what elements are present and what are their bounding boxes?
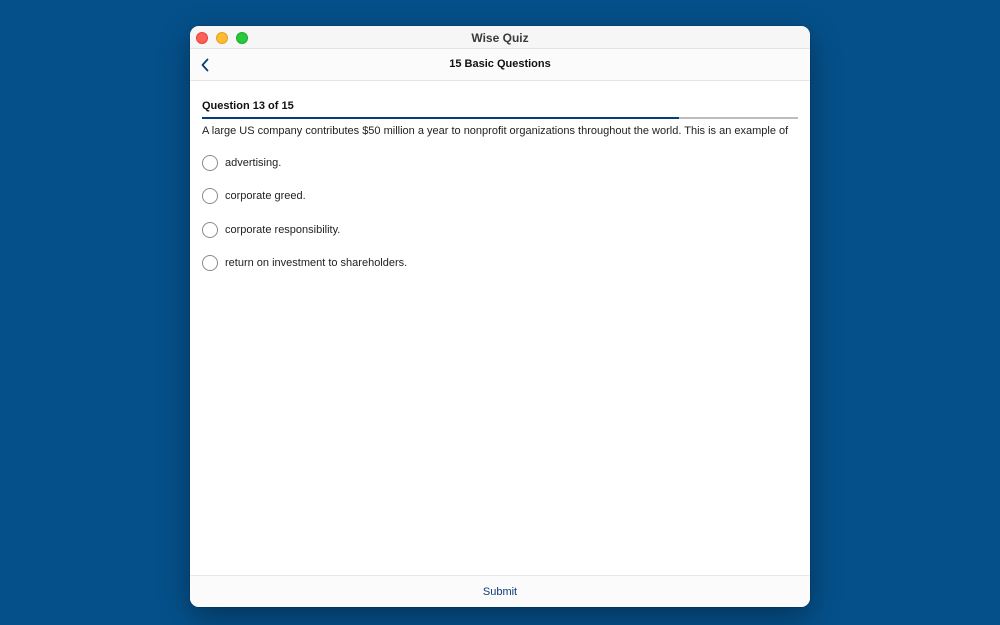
footer-bar xyxy=(190,575,810,607)
radio-button[interactable] xyxy=(202,188,218,204)
radio-button[interactable] xyxy=(202,222,218,238)
answer-option[interactable] xyxy=(202,221,798,239)
answer-option[interactable] xyxy=(202,254,798,272)
submit-button[interactable]: Submit xyxy=(482,585,518,598)
answer-option-label: corporate responsibility. xyxy=(225,223,341,236)
question-counter: Question 13 of 15 xyxy=(202,100,294,112)
navigation-bar xyxy=(190,49,810,81)
answer-option-label: advertising. xyxy=(225,157,282,169)
question-text: A large US company contributes $50 million a year to nonprofit organizations throughout the world. This is an example of xyxy=(202,125,789,137)
answer-options xyxy=(202,154,798,272)
title-bar xyxy=(190,26,810,49)
progress-bar-fill xyxy=(202,117,679,119)
quiz-content xyxy=(190,100,810,272)
answer-option[interactable] xyxy=(202,154,798,172)
answer-option-label: corporate greed. xyxy=(225,190,306,203)
answer-option-label: return on investment to shareholders. xyxy=(225,256,408,269)
progress-bar xyxy=(202,117,798,119)
radio-button[interactable] xyxy=(202,255,218,271)
window-title: Wise Quiz xyxy=(471,31,529,45)
app-window xyxy=(190,26,810,607)
radio-button[interactable] xyxy=(202,155,218,171)
page-title: 15 Basic Questions xyxy=(449,58,551,70)
answer-option[interactable] xyxy=(202,187,798,205)
